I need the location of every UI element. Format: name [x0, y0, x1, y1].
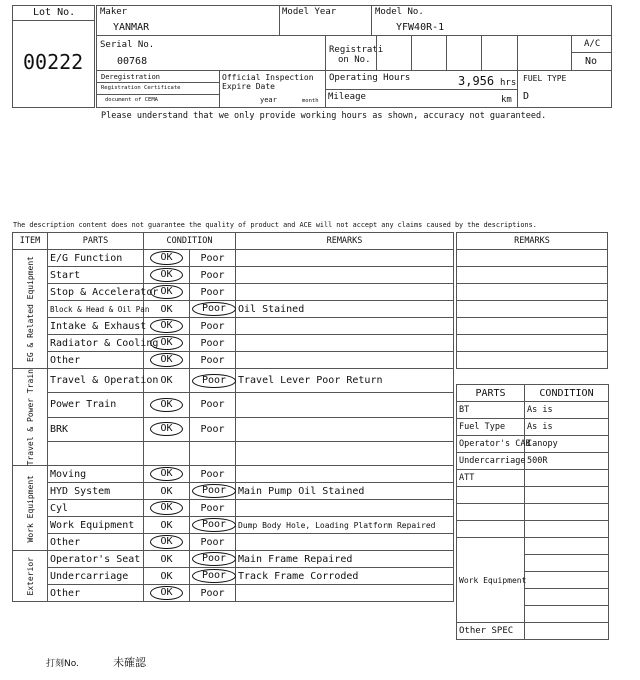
part-name: Work Equipment	[48, 517, 144, 534]
fuel-type-value: D	[523, 91, 530, 102]
item-group-cell	[13, 551, 48, 602]
ok-cell	[144, 441, 190, 465]
parts-blank-cell	[525, 589, 609, 606]
condition-row	[13, 352, 454, 369]
other-spec-label: Other SPEC	[457, 623, 525, 640]
part-name: Radiator & Cooling	[48, 335, 144, 352]
condition-table	[12, 232, 454, 602]
serial-value: 00768	[117, 56, 148, 67]
poor-cell	[190, 568, 236, 585]
poor-mark: Poor	[200, 269, 225, 281]
ok-mark: OK	[160, 519, 173, 531]
poor-cell	[190, 318, 236, 335]
remark-cell	[236, 352, 454, 369]
ok-cell	[144, 517, 190, 534]
right-remarks-row	[457, 267, 608, 284]
parts-blank-cell	[525, 487, 609, 504]
poor-mark: Poor	[200, 320, 225, 332]
right-remarks-row	[457, 335, 608, 352]
stamp-label: 打刻No.	[46, 659, 79, 669]
remark-cell	[236, 393, 454, 417]
poor-cell	[190, 335, 236, 352]
ok-mark: OK	[150, 422, 182, 436]
parts-blank-cell	[525, 555, 609, 572]
parts-table-condition-header: CONDITION	[525, 385, 609, 402]
parts-row	[457, 419, 609, 436]
ok-cell	[144, 483, 190, 500]
poor-mark: Poor	[200, 468, 225, 480]
registration-label-line1: Registrati	[329, 45, 384, 55]
poor-cell	[190, 393, 236, 417]
model-year-cell	[279, 5, 372, 36]
parts-row-part: Operator's CAB	[457, 436, 525, 453]
ok-mark: OK	[150, 535, 182, 549]
ok-mark: OK	[160, 570, 173, 582]
poor-cell	[190, 284, 236, 301]
ok-cell	[144, 534, 190, 551]
right-remarks-table	[456, 232, 608, 369]
part-name: Power Train	[48, 393, 144, 417]
part-name: Stop & Accelerator	[48, 284, 144, 301]
ok-mark: OK	[160, 485, 173, 497]
right-remarks-header: REMARKS	[457, 233, 608, 250]
poor-mark: Poor	[200, 252, 225, 264]
poor-cell	[190, 500, 236, 517]
model-no-label: Model No.	[375, 7, 424, 17]
part-name: Travel & Operation	[48, 369, 144, 393]
remark-cell	[236, 534, 454, 551]
condition-row	[13, 393, 454, 417]
operating-hours-label: Operating Hours	[329, 73, 411, 83]
ok-mark: OK	[160, 303, 173, 315]
part-name: Other	[48, 585, 144, 602]
disclaimer-text: The description content does not guarantee the quality of product and ACE will not accept any claims caused by the descriptions.	[13, 221, 537, 229]
serial-label: Serial No.	[100, 40, 155, 50]
poor-mark: Poor	[200, 502, 225, 514]
ok-mark: OK	[150, 467, 182, 481]
item-group-label: Travel & Power Train	[25, 369, 35, 466]
parts-blank-cell	[525, 606, 609, 623]
ok-cell	[144, 551, 190, 568]
condition-row	[13, 500, 454, 517]
condition-row	[13, 551, 454, 568]
deregistration-divider-2	[96, 94, 220, 95]
registration-label-line2: on No.	[338, 55, 371, 65]
condition-row	[13, 517, 454, 534]
condition-row	[13, 284, 454, 301]
condition-row	[13, 585, 454, 602]
condition-row	[13, 441, 454, 465]
ok-cell	[144, 301, 190, 318]
poor-mark: Poor	[200, 423, 225, 435]
fuel-type-cell	[517, 70, 612, 108]
part-name: HYD System	[48, 483, 144, 500]
poor-cell	[190, 267, 236, 284]
poor-mark: Poor	[192, 302, 236, 316]
ok-cell	[144, 284, 190, 301]
item-group-cell	[13, 466, 48, 551]
ok-mark: OK	[150, 251, 182, 265]
right-remarks-row	[457, 301, 608, 318]
poor-cell	[190, 517, 236, 534]
cema-document-label: document of CEMA	[105, 97, 158, 103]
remark-cell	[236, 318, 454, 335]
parts-blank-cell	[525, 504, 609, 521]
parts-blank-cell	[525, 572, 609, 589]
poor-cell	[190, 352, 236, 369]
work-equipment-label: Work Equipment	[457, 538, 525, 623]
condition-row	[13, 301, 454, 318]
remarks-header: REMARKS	[236, 233, 454, 250]
mileage-label: Mileage	[328, 92, 366, 102]
poor-mark: Poor	[192, 569, 236, 583]
maker-value: YANMAR	[113, 22, 150, 33]
condition-header: CONDITION	[144, 233, 236, 250]
registration-box-2	[411, 35, 447, 71]
right-remarks-row	[457, 284, 608, 301]
registration-certificate-label: Registration Certificate	[101, 85, 181, 91]
maker-cell	[96, 5, 280, 36]
hours-notice: Please understand that we only provide working hours as shown, accuracy not guaranteed.	[101, 111, 547, 121]
parts-row-condition: As is	[525, 419, 609, 436]
remark-cell	[236, 267, 454, 284]
poor-cell	[190, 585, 236, 602]
parts-blank-cell	[525, 623, 609, 640]
remark-cell: Dump Body Hole, Loading Platform Repaired	[236, 517, 454, 534]
registration-box-3	[446, 35, 482, 71]
poor-cell	[190, 369, 236, 393]
remark-cell	[236, 417, 454, 441]
condition-row	[13, 466, 454, 483]
registration-box-4	[481, 35, 518, 71]
parts-row-part: ATT	[457, 470, 525, 487]
lot-label-cell	[12, 5, 95, 21]
parts-table-parts-header: PARTS	[457, 385, 525, 402]
ok-mark: OK	[160, 375, 173, 387]
remark-cell: Main Frame Repaired	[236, 551, 454, 568]
poor-mark: Poor	[192, 374, 236, 388]
mileage-cell	[325, 89, 518, 108]
parts-row	[457, 453, 609, 470]
remark-cell	[236, 250, 454, 267]
parts-row-part: Undercarriage	[457, 453, 525, 470]
poor-mark: Poor	[200, 337, 225, 349]
ok-cell	[144, 568, 190, 585]
condition-row	[13, 417, 454, 441]
deregistration-label: Deregistration	[101, 73, 161, 81]
poor-mark: Poor	[200, 354, 225, 366]
condition-row	[13, 568, 454, 585]
model-year-label: Model Year	[282, 7, 337, 17]
ok-cell	[144, 250, 190, 267]
ok-cell	[144, 267, 190, 284]
item-group-label: EG & Related Equipment	[25, 256, 35, 362]
parts-blank-cell	[525, 538, 609, 555]
remark-cell	[236, 585, 454, 602]
ok-mark: OK	[150, 319, 182, 333]
operating-hours-value: 3,956	[458, 74, 495, 88]
hrs-unit: hrs	[500, 78, 517, 88]
registration-box-5	[517, 35, 572, 71]
ok-cell	[144, 417, 190, 441]
poor-cell	[190, 301, 236, 318]
ok-mark: OK	[150, 398, 182, 412]
part-name: Operator's Seat	[48, 551, 144, 568]
poor-cell	[190, 417, 236, 441]
parts-blank-cell	[525, 521, 609, 538]
inspection-label-line2: Expire Date	[222, 82, 275, 91]
poor-mark: Poor	[200, 587, 225, 599]
part-name: Other	[48, 352, 144, 369]
lot-label: Lot No.	[33, 7, 76, 18]
poor-mark: Poor	[200, 399, 225, 411]
poor-mark: Poor	[192, 552, 236, 566]
condition-row	[13, 335, 454, 352]
poor-cell	[190, 551, 236, 568]
poor-cell	[190, 466, 236, 483]
year-label: year	[260, 96, 277, 104]
poor-cell	[190, 441, 236, 465]
part-name: BRK	[48, 417, 144, 441]
model-no-cell	[371, 5, 612, 36]
part-name: Other	[48, 534, 144, 551]
parts-row	[457, 470, 609, 487]
registration-label-cell	[325, 35, 384, 71]
operating-hours-cell	[325, 70, 518, 90]
parts-row-condition	[525, 470, 609, 487]
part-name: Block & Head & Oil Pan	[48, 301, 144, 318]
item-group-label: Work Equipment	[25, 474, 35, 543]
remark-cell	[236, 335, 454, 352]
part-name: Start	[48, 267, 144, 284]
ok-cell	[144, 393, 190, 417]
ok-mark: OK	[160, 553, 173, 565]
condition-row	[13, 369, 454, 393]
part-name: Cyl	[48, 500, 144, 517]
remark-cell: Main Pump Oil Stained	[236, 483, 454, 500]
lot-value-cell	[12, 20, 95, 108]
parts-row-condition: As is	[525, 402, 609, 419]
condition-row	[13, 318, 454, 335]
poor-mark: Poor	[200, 286, 225, 298]
serial-cell	[96, 35, 326, 71]
item-group-cell	[13, 250, 48, 369]
model-no-value: YFW40R-1	[396, 22, 445, 33]
parts-row-condition: Canopy	[525, 436, 609, 453]
parts-header: PARTS	[48, 233, 144, 250]
part-name: Intake & Exhaust	[48, 318, 144, 335]
remark-cell: Track Frame Corroded	[236, 568, 454, 585]
remark-cell	[236, 284, 454, 301]
ac-value-cell	[571, 52, 612, 71]
stamp-value: 未確認	[113, 656, 146, 669]
parts-row	[457, 436, 609, 453]
ok-cell	[144, 585, 190, 602]
condition-row	[13, 534, 454, 551]
item-header: ITEM	[13, 233, 48, 250]
parts-row-condition: 500R	[525, 453, 609, 470]
part-name	[48, 441, 144, 465]
ok-mark: OK	[150, 285, 182, 299]
ac-value: No	[585, 56, 598, 67]
remark-cell: Travel Lever Poor Return	[236, 369, 454, 393]
poor-cell	[190, 250, 236, 267]
condition-row	[13, 250, 454, 267]
lot-number: 00222	[23, 50, 84, 74]
poor-cell	[190, 534, 236, 551]
registration-box-1	[376, 35, 412, 71]
condition-row	[13, 483, 454, 500]
ok-cell	[144, 335, 190, 352]
ok-mark: OK	[150, 268, 182, 282]
ok-cell	[144, 352, 190, 369]
part-name: Moving	[48, 466, 144, 483]
parts-row	[457, 402, 609, 419]
parts-blank-cell	[457, 504, 525, 521]
right-remarks-row	[457, 250, 608, 267]
ok-mark: OK	[150, 336, 182, 350]
part-name: E/G Function	[48, 250, 144, 267]
remark-cell: Oil Stained	[236, 301, 454, 318]
ac-label: A/C	[584, 39, 601, 49]
poor-cell	[190, 483, 236, 500]
ok-mark: OK	[150, 586, 182, 600]
item-group-label: Exterior	[25, 557, 35, 596]
parts-condition-table	[456, 384, 609, 640]
inspection-cell	[219, 70, 326, 108]
remark-cell	[236, 441, 454, 465]
poor-mark: Poor	[192, 518, 236, 532]
part-name: Undercarriage	[48, 568, 144, 585]
ok-mark: OK	[150, 353, 182, 367]
condition-row	[13, 267, 454, 284]
right-remarks-row	[457, 318, 608, 335]
ok-mark: OK	[150, 501, 182, 515]
remark-cell	[236, 466, 454, 483]
ac-label-cell	[571, 35, 612, 53]
fuel-type-label: FUEL TYPE	[523, 74, 567, 83]
right-remarks-row	[457, 352, 608, 369]
parts-row-part: BT	[457, 402, 525, 419]
poor-mark: Poor	[192, 484, 236, 498]
ok-cell	[144, 500, 190, 517]
deregistration-cell	[96, 70, 220, 108]
poor-mark: Poor	[200, 536, 225, 548]
inspection-label-line1: Official Inspection	[222, 73, 314, 82]
month-label: month	[302, 98, 319, 104]
ok-cell	[144, 318, 190, 335]
item-group-cell	[13, 369, 48, 466]
maker-label: Maker	[100, 7, 128, 17]
parts-row-part: Fuel Type	[457, 419, 525, 436]
parts-blank-cell	[457, 521, 525, 538]
parts-blank-cell	[457, 487, 525, 504]
km-unit: km	[501, 95, 512, 105]
remark-cell	[236, 500, 454, 517]
ok-cell	[144, 466, 190, 483]
deregistration-divider-1	[96, 82, 220, 83]
